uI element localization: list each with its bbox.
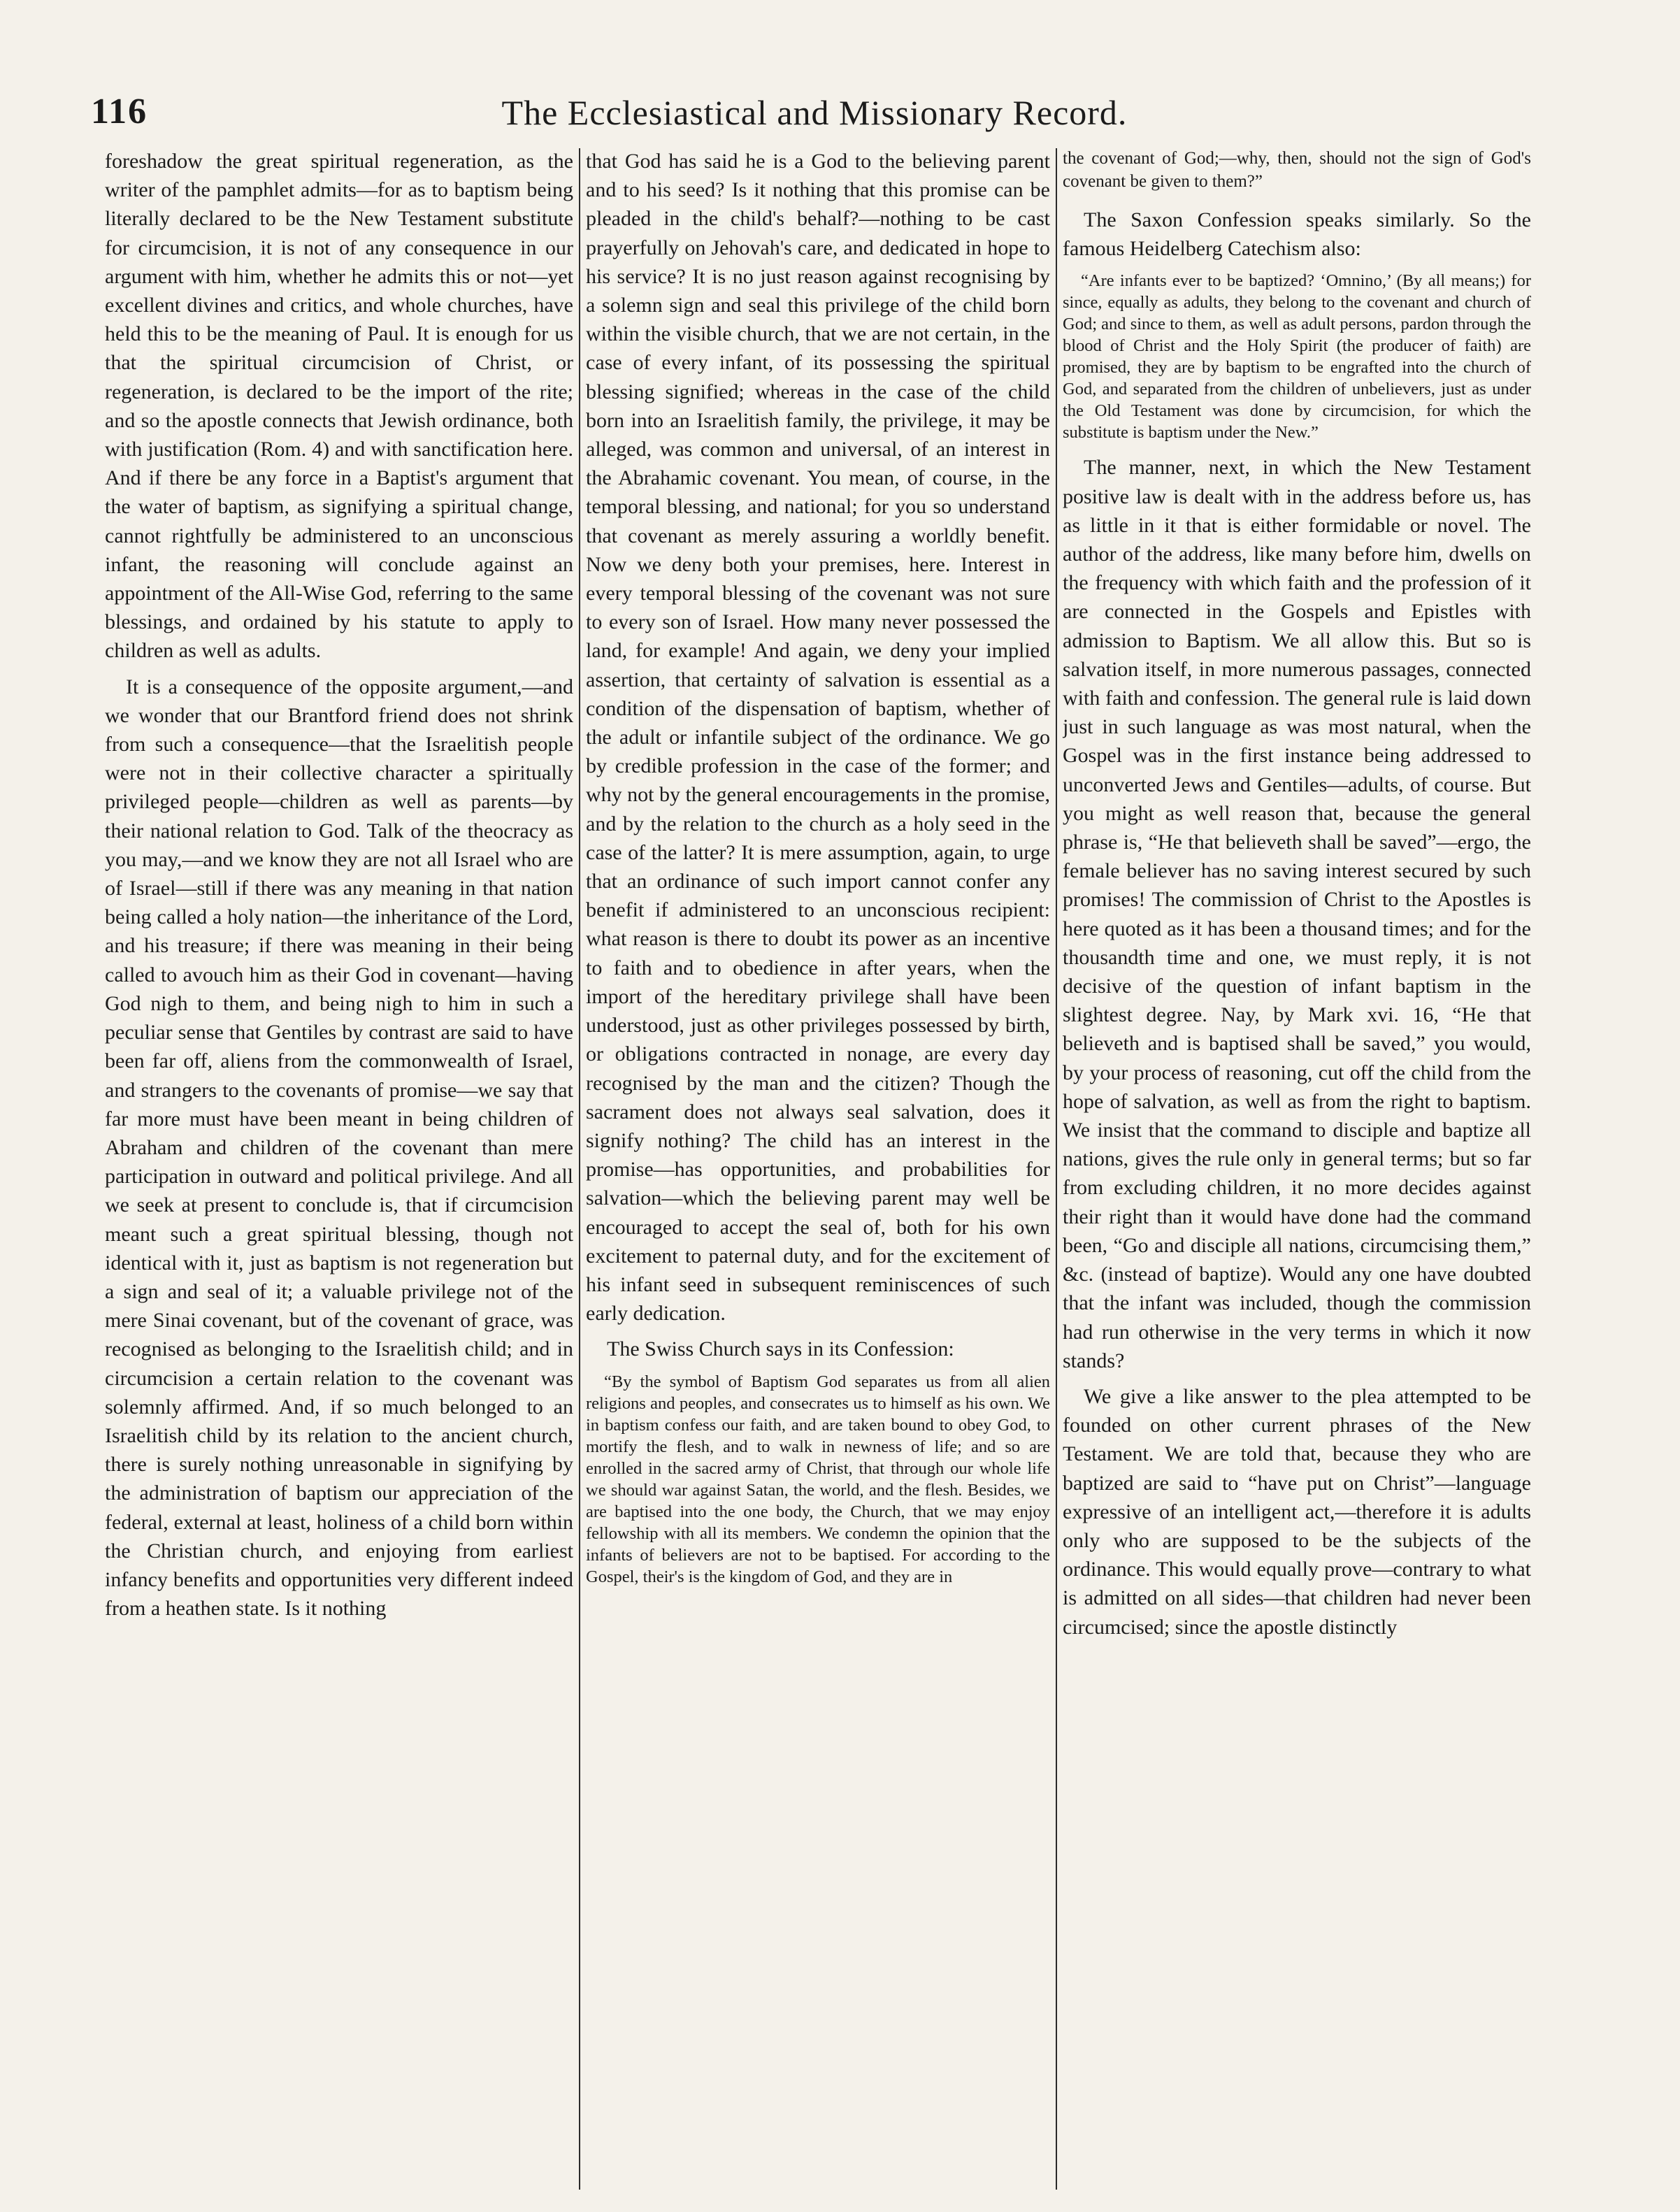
- paragraph: It is a consequence of the opposite argument,—and we wonder that our Brantford friend does not shrink from such a consequence—that the Israelitish people were not in their collective character a spiritually privileged people—children as well as parents—by their national relation to God. Talk of the theocracy as you may,—and we know they are not all Israel who are of Israel—still if there was any meaning in that nation being called a holy nation—the inheritance of the Lord, and his treasure; if there was meaning in their being called to avouch him as their God in covenant—having God nigh to them, and being nigh to him in such a peculiar sense that Gentiles by contrast are said to have been far off, aliens from the commonwealth of Israel, and strangers to the covenants of promise—we say that far more must have been meant in being children of Abraham and children of the covenant than mere participation in outward and political privilege. And all we seek at present to conclude is, that if circumcision meant such a great spiritual blessing, though not identical with it, just as baptism is not regeneration but a sign and seal of it; a valuable privilege not of the mere Sinai covenant, but of the covenant of grace, was recognised as belonging to the Israelitish child; and in circumcision a certain relation to the covenant was solemnly affirmed. And, if so much belonged to an Israelitish child by its relation to the ancient church, there is surely nothing unreasonable in signifying by the administration of baptism our appreciation of the federal, external at least, holiness of a child born within the Christian church, and enjoying from earliest infancy benefits and opportunities very different indeed from a heathen state. Is it nothing: [105, 675, 573, 1621]
- text-column-right: [1063, 147, 1531, 2188]
- text-column-left: [105, 147, 573, 2188]
- text-column-middle: [586, 147, 1050, 2188]
- running-title: The Ecclesiastical and Missionary Record.: [501, 93, 1128, 132]
- paragraph: The Saxon Confession speaks similarly. So the famous Heidelberg Catechism also:: [1063, 208, 1531, 261]
- page-number: 116: [91, 92, 148, 131]
- column-divider: [1056, 148, 1057, 2190]
- paragraph: We give a like answer to the plea attempted to be founded on other current phrases of the New Testament. We are told that, because they who are baptized are said to “have put on Christ”—language expressive of an intelligent act,—therefore it is adults only who are supposed to be the subjects of the ordinance. This would equally prove—contrary to what is admitted on all sides—that children had never been circumcised; since the apostle distinctly: [1063, 1384, 1531, 1639]
- paragraph: The manner, next, in which the New Testament positive law is dealt with in the address before us, has as little in it that is either formidable or novel. The author of the address, like many before him, dwells on the frequency with which faith and the profession of it are connected in the Gospels and Epistles with admission to Baptism. We all allow this. But so is salvation itself, in more numerous passages, connected with faith and confession. The general rule is laid down just in such language as was most natural, when the Gospel was in the first instance being addressed to unconverted Jews and Gentiles—adults, of course. But you might as well reason that, because the general phrase is, “He that believeth shall be saved”—ergo, the female believer has no saving interest secured by such promises! The commission of Christ to the Apostles is here quoted as it has been a thousand times; and for the thousandth time and one, we must reply, it is not decisive of the question of infant baptism in the slightest degree. Nay, by Mark xvi. 16, “He that believeth and is baptised shall be saved,” you would, by your process of reasoning, cut off the child from the hope of salvation, as well as from the right to baptism. We insist that the command to disciple and baptize all nations, gives the rule only in general terms; but so far from excluding children, it no more decides against their right than it would have done had the command been, “Go and disciple all nations, circumcising them,” &c. (instead of baptize). Would any one have doubted that the infant was included, though the commission had run otherwise in the very terms in which it now stands?: [1063, 456, 1531, 1372]
- paragraph: The Swiss Church says in its Confession:: [607, 1337, 954, 1361]
- block-quote: “By the symbol of Baptism God separates us from all alien religions and peoples, and consecrates us to himself as his own. We in baptism confess our faith, and are taken bound to obey God, to mortify the flesh, and to walk in newness of life; and so are enrolled in the sacred army of Christ, that through our whole life we should war against Satan, the world, and the flesh. Besides, we are baptised into the one body, the Church, that we may enjoy fellowship with all its members. We condemn the opinion that the infants of believers are not to be baptised. For according to the Gospel, their's is the kingdom of God, and they are in: [586, 1372, 1050, 1586]
- quote-continuation: the covenant of God;—why, then, should not the sign of God's covenant be given to them?”: [1063, 149, 1531, 191]
- paragraph: foreshadow the great spiritual regeneration, as the writer of the pamphlet admits—for as to baptism being literally declared to be the New Testament substitute for circumcision, it is not of any consequence in our argument with him, whether he admits this or not—yet excellent divines and critics, and whole churches, have held this to be the meaning of Paul. It is enough for us that the spiritual circumcision of Christ, or regeneration, is declared to be the import of the rite; and so the apostle connects that Jewish ordinance, both with justification (Rom. 4) and with sanctification here. And if there be any force in a Baptist's argument that the water of baptism, as signifying a spiritual change, cannot rightfully be administered to an unconscious infant, the reasoning will conclude against an appointment of the All-Wise God, referring to the same blessings, and ordained by his statute to apply to children as well as adults.: [105, 150, 573, 663]
- page-header: [91, 84, 1538, 140]
- column-divider: [579, 148, 580, 2190]
- paragraph: that God has said he is a God to the believing parent and to his seed? Is it nothing that this promise can be pleaded in the child's behalf?—nothing to be cast prayerfully on Jehovah's care, and dedicated in hope to his service? It is no just reason against recognising by a solemn sign and seal this privilege of the child born within the visible church, that we are not certain, in the case of every infant, of its possessing the spiritual blessing signified; whereas in the case of the child born into an Israelitish family, the privilege, it may be alleged, was common and universal, of an interest in the Abrahamic covenant. You mean, of course, in the temporal blessing, and national; for you so understand that covenant as merely assuring a worldly benefit. Now we deny both your premises, here. Interest in every temporal blessing of the covenant was not sure to every son of Israel. How many never possessed the land, for example! And again, we deny your implied assertion, that certainty of salvation is essential as a condition of the dispensation of baptism, whether of the adult or infantile subject of the ordinance. We go by credible profession in the case of the former; and why not by the general encouragements in the promise, and by the relation to the church as a holy seed in the case of the latter? It is mere assumption, again, to urge that an ordinance of such import cannot confer any benefit if administered to an unconscious recipient: what reason is there to doubt its power as an incentive to faith and to obedience in after years, when the import of the hereditary privilege shall have been understood, just as other privileges possessed by birth, or obligations contracted in nonage, are every day recognised by the man and the citizen? Though the sacrament does not always seal salvation, does it signify nothing? The child has an interest in the promise—has opportunities, and probabilities for salvation—which the believing parent may well be encouraged to accept the seal of, both for his own excitement to paternal duty, and for the excitement of his infant seed in subsequent reminiscences of such early dedication.: [586, 150, 1050, 1326]
- block-quote: “Are infants ever to be baptized? ‘Omnino,’ (By all means;) for since, equally as adults, they belong to the covenant and church of God; and since to them, as well as adult persons, pardon through the blood of Christ and the Holy Spirit (the producer of faith) are promised, they are by baptism to be engrafted into the church of God, and separated from the children of unbelievers, just as under the Old Testament was done by circumcision, for which the substitute is baptism under the New.”: [1063, 271, 1531, 443]
